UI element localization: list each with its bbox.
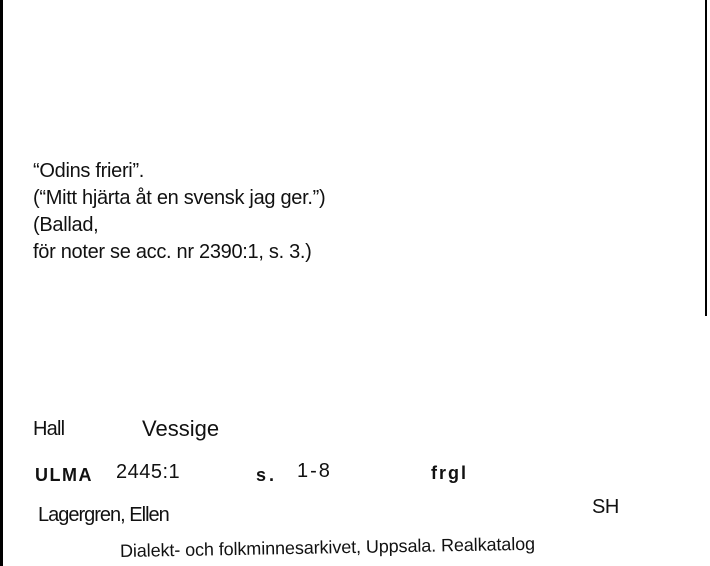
title-block bbox=[33, 158, 325, 266]
accession-number: 2445:1 bbox=[116, 461, 181, 483]
place-name: Vessige bbox=[142, 416, 220, 441]
card-left-edge bbox=[0, 0, 3, 566]
record-type: frgl bbox=[431, 463, 468, 483]
informant-name: Lagergren, Ellen bbox=[38, 504, 169, 526]
archive-code: ULMA bbox=[35, 465, 93, 485]
title-line-1: “Odins frieri”. bbox=[33, 160, 145, 182]
pages-label: s. bbox=[256, 465, 278, 485]
title-line-2: (“Mitt hjärta åt en svensk jag ger.”) bbox=[33, 187, 326, 209]
page-range: 1-8 bbox=[297, 460, 332, 482]
title-line-4: för noter se acc. nr 2390:1, s. 3.) bbox=[33, 241, 312, 263]
title-line-3: (Ballad, bbox=[33, 214, 99, 236]
institution-footer: Dialekt- och folkminnesarkivet, Uppsala. Realkatalog bbox=[119, 533, 536, 561]
parish-name: Hall bbox=[33, 418, 65, 440]
recorder-initials: SH bbox=[592, 496, 619, 518]
card-right-edge bbox=[705, 0, 707, 316]
